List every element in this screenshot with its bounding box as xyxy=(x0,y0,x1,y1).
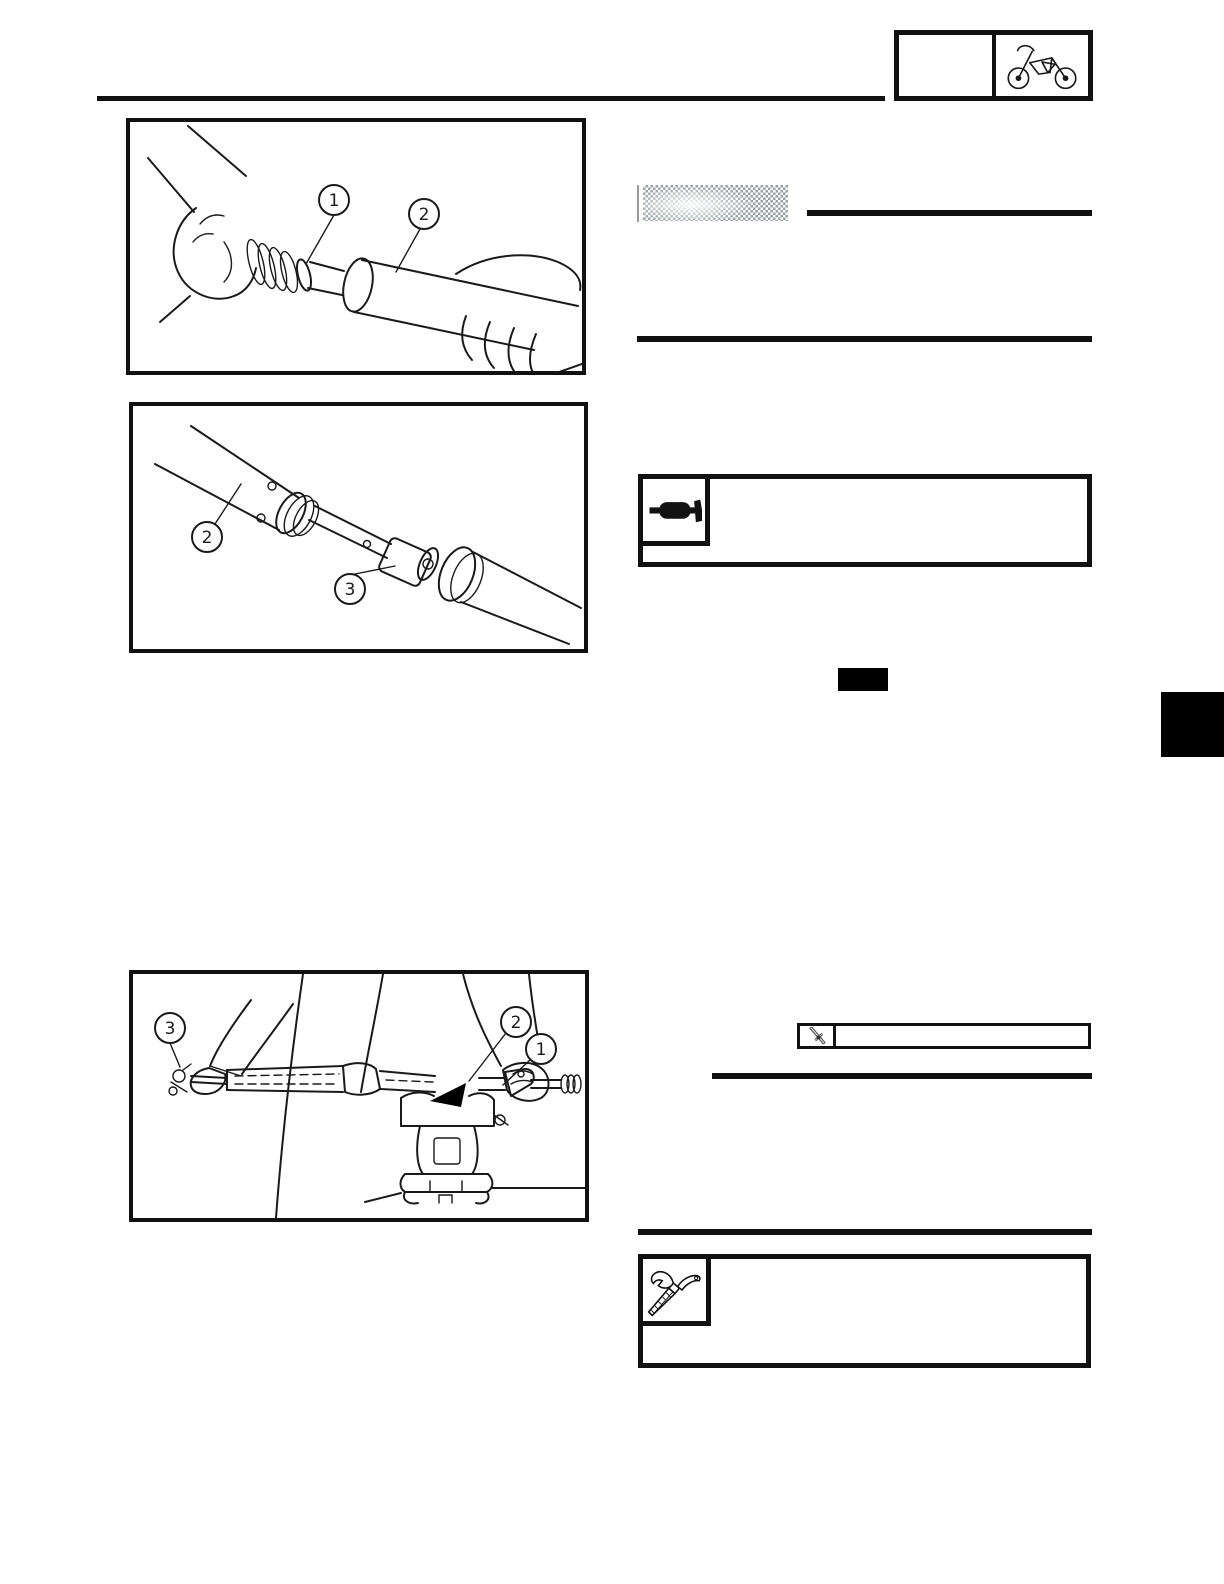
tool-note-3-text xyxy=(723,1267,1078,1355)
new-part-marker xyxy=(838,668,888,691)
hook-wrench-icon xyxy=(646,1261,704,1319)
header-rule xyxy=(97,96,885,101)
fig1-callout-1: 1 xyxy=(328,191,340,211)
chapter-icon-cell xyxy=(996,35,1089,96)
heading-rule xyxy=(807,210,1092,216)
tool-note-box-3-icon-cell xyxy=(638,1254,711,1326)
figure-3-drawing xyxy=(133,974,585,1218)
chapter-edge-tab xyxy=(1161,692,1224,757)
fig3-callout-3: 3 xyxy=(164,1019,176,1039)
motorcycle-icon xyxy=(1003,40,1081,92)
fig2-callout-2: 2 xyxy=(201,528,213,548)
tool-note-box-2 xyxy=(797,1023,1091,1049)
tool-note-box-2-icon-cell xyxy=(800,1026,836,1046)
figure-1-drawing xyxy=(130,122,582,371)
figure-1-frame xyxy=(126,118,586,375)
damper-rod-holder-icon xyxy=(646,482,702,538)
redacted-heading-block xyxy=(643,185,788,221)
fig3-callout-1: 1 xyxy=(535,1040,547,1060)
tool-note-2-text xyxy=(836,1026,1088,1046)
tool-note-1-text xyxy=(723,487,1079,554)
figure-3-frame xyxy=(129,970,589,1222)
heading-left-tick xyxy=(637,185,639,222)
fig3-callout-2: 2 xyxy=(510,1013,522,1033)
figure-2-drawing xyxy=(133,406,584,649)
figure-2-frame xyxy=(129,402,588,653)
section-rule-1 xyxy=(637,336,1092,342)
chapter-header-box xyxy=(894,30,1093,101)
fig1-callout-2: 2 xyxy=(418,205,430,225)
fig2-callout-3: 3 xyxy=(344,580,356,600)
t-handle-tool-icon xyxy=(806,1025,828,1047)
section-rule-3 xyxy=(638,1229,1092,1235)
tool-note-box-1-icon-cell xyxy=(638,474,710,546)
section-rule-2 xyxy=(712,1073,1092,1079)
chapter-code-cell xyxy=(899,35,996,96)
